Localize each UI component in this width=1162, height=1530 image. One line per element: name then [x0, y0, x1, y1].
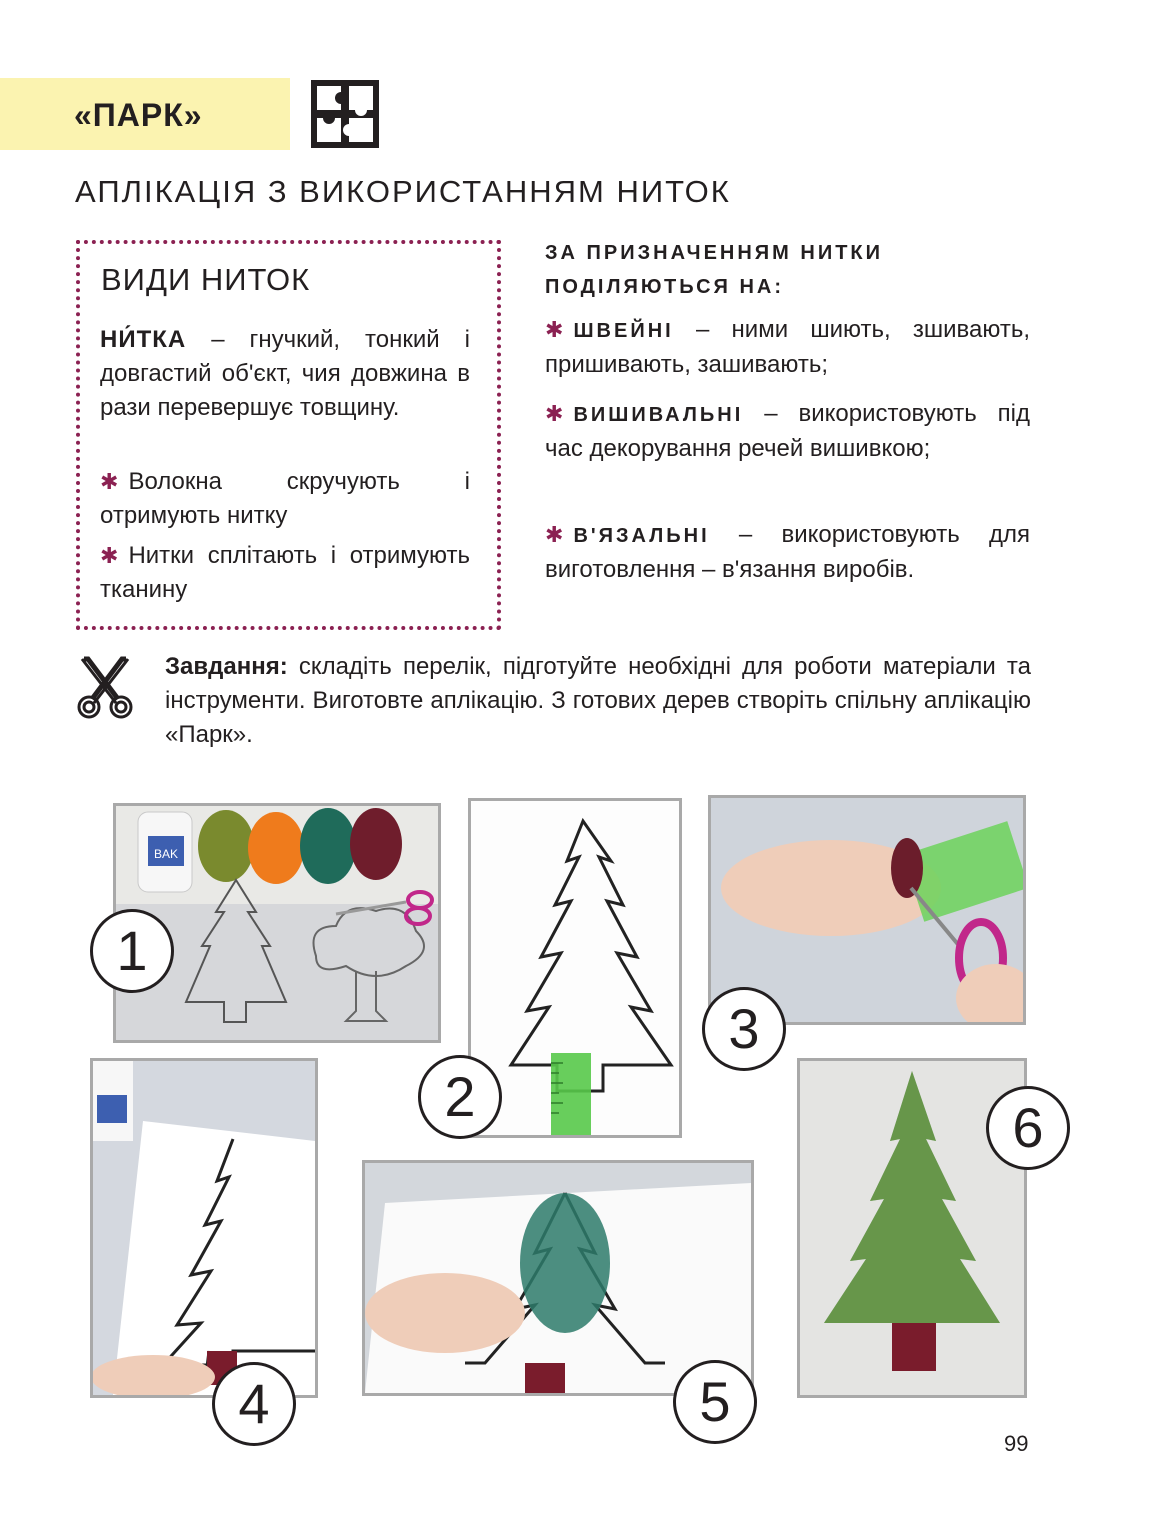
- thread-type-sewing: ✱ ШВЕЙНІ – ними шиють, зшивають, пришивають, зашивають;: [545, 316, 1030, 378]
- list-item: ✱ Волокна скручують і отримують нитку: [100, 468, 470, 529]
- list-item: ✱ Нитки сплітають і отримують тканину: [100, 542, 470, 603]
- thread-type-embroidery: ✱ ВИШИВАЛЬНІ – використовують під час декорування речей вишивкою;: [545, 400, 1030, 462]
- purpose-heading: ЗА ПРИЗНАЧЕННЯМ НИТКИ ПОДІЛЯЮТЬСЯ НА:: [545, 242, 883, 298]
- puzzle-icon: [311, 80, 379, 148]
- photo-trunk-glued: [90, 1058, 318, 1398]
- step-number: 6: [986, 1086, 1070, 1170]
- box-heading: ВИДИ НИТОК: [101, 262, 311, 297]
- task-text: Завдання: складіть перелік, підготуйте необхідні для роботи матеріали та інструменти. Виготовте аплікацію. З готових дерев створіть спільну аплікацію «Парк».: [165, 653, 1031, 748]
- asterisk-icon: ✱: [100, 543, 119, 568]
- asterisk-icon: ✱: [545, 522, 564, 547]
- step-number: 3: [702, 987, 786, 1071]
- step-number: 4: [212, 1362, 296, 1446]
- thread-definition: [100, 323, 470, 425]
- glue-label: BAK: [153, 847, 179, 861]
- page-number: 99: [1004, 1431, 1029, 1456]
- scissors-icon: [72, 655, 138, 721]
- definition-term: НИ́ТКА: [100, 326, 187, 353]
- step-number: 5: [673, 1360, 757, 1444]
- thread-type-knitting: ✱ В'ЯЗАЛЬНІ – використовують для виготовлення – в'язання виробів.: [545, 521, 1030, 583]
- definition-text: – гнучкий, тонкий і довгастий об'єкт, чия довжина в рази перевершує товщину.: [100, 326, 470, 421]
- page-title: «ПАРК»: [74, 97, 203, 133]
- task-label: Завдання:: [165, 653, 288, 680]
- asterisk-icon: ✱: [545, 401, 564, 426]
- asterisk-icon: ✱: [545, 317, 564, 342]
- photo-filling-tree: [362, 1160, 754, 1396]
- step-number: 2: [418, 1055, 502, 1139]
- step-number: 1: [90, 909, 174, 993]
- asterisk-icon: ✱: [100, 469, 119, 494]
- section-heading: АПЛІКАЦІЯ З ВИКОРИСТАННЯМ НИТОК: [75, 174, 731, 209]
